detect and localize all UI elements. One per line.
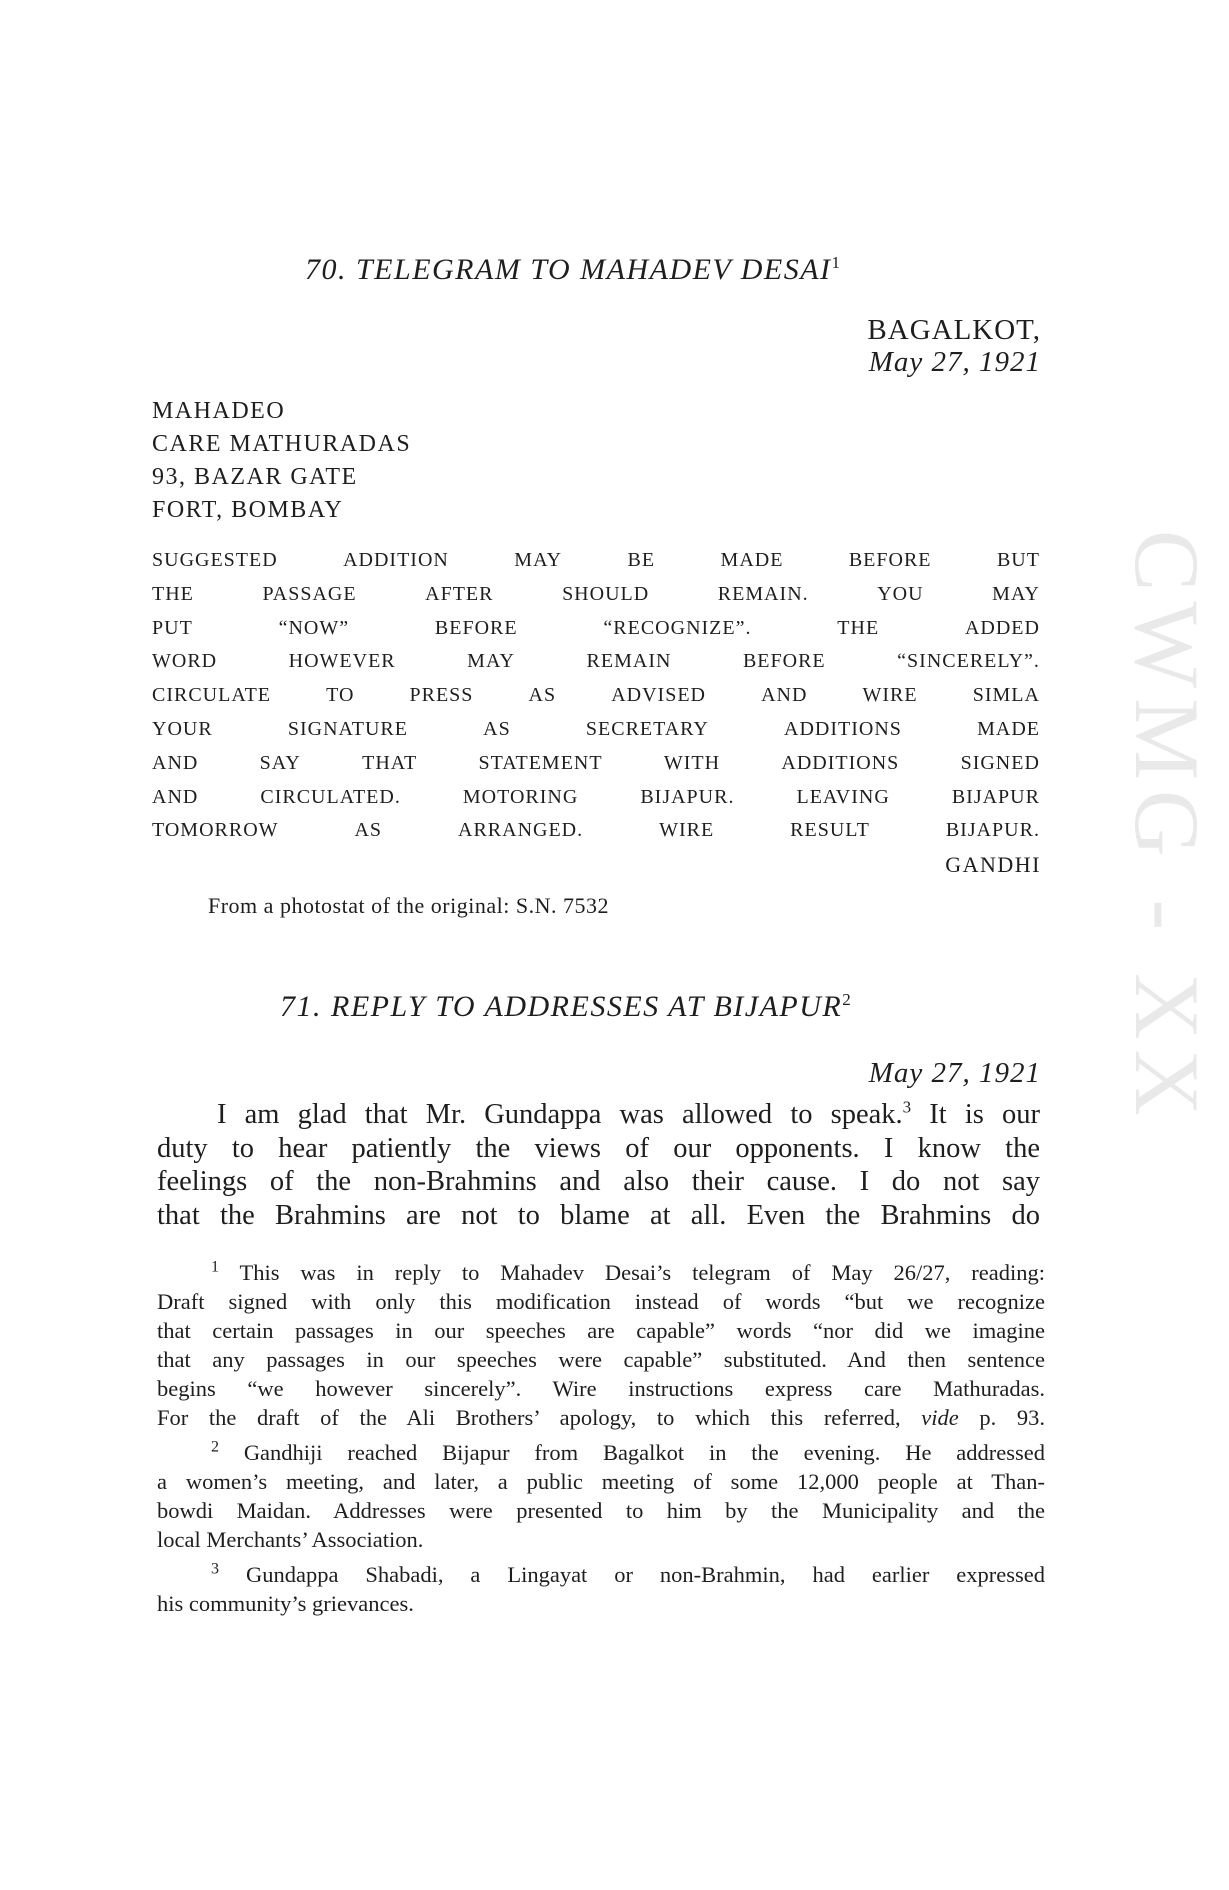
- telegram-word: REMAIN.: [717, 582, 809, 605]
- telegram-word: THAT: [362, 751, 418, 774]
- footnote-ref-3[interactable]: 3: [902, 1097, 912, 1117]
- reply-date: May 27, 1921: [868, 1057, 1041, 1089]
- footnote-line: that certain passages in our speeches are capable” words “nor did we imagine: [157, 1318, 1045, 1343]
- telegram-word: BEFORE: [848, 549, 932, 571]
- telegram-word: BEFORE: [434, 616, 518, 639]
- telegram-word: ARRANGED.: [458, 819, 584, 842]
- telegram-word: BUT: [996, 549, 1040, 571]
- address-line: FORT, BOMBAY: [152, 497, 344, 523]
- telegram-word: SIMLA: [972, 684, 1040, 707]
- telegram-date: May 27, 1921: [868, 346, 1041, 378]
- telegram-word: MADE: [977, 717, 1040, 740]
- address-line: CARE MATHURADAS: [152, 431, 412, 457]
- telegram-word: MAY: [992, 582, 1040, 605]
- telegram-heading-text: 70. TELEGRAM TO MAHADEV DESAI: [305, 253, 832, 286]
- reply-heading-text: 71. REPLY TO ADDRESSES AT BIJAPUR: [280, 990, 843, 1023]
- telegram-word: WORD: [152, 650, 218, 673]
- telegram-word: WIRE: [659, 819, 715, 842]
- footnote-line: begins “we however sincerely”. Wire instructions express care Mathuradas.: [157, 1376, 1045, 1401]
- telegram-line: [152, 747, 1040, 781]
- telegram-word: ADDITIONS: [781, 751, 900, 774]
- address-line: MAHADEO: [152, 398, 286, 424]
- telegram-line: [152, 713, 1040, 747]
- telegram-word: WIRE: [862, 684, 918, 707]
- telegram-word: PASSAGE: [262, 582, 357, 605]
- telegram-word: SAY: [259, 751, 301, 774]
- body-line: I am glad that Mr. Gundappa was allowed to speak.$^3$ It is our: [217, 1097, 1040, 1130]
- telegram-word: MAY: [514, 549, 563, 571]
- footnote-3: [157, 1560, 1045, 1618]
- footnote-ref-1[interactable]: 1: [831, 253, 842, 272]
- footnote-line: local Merchants’ Association.: [157, 1527, 424, 1552]
- footnote-2: [157, 1438, 1045, 1554]
- telegram-word: BIJAPUR.: [640, 785, 735, 808]
- telegram-word: ADVISED: [611, 684, 706, 707]
- telegram-word: PUT: [152, 616, 193, 639]
- telegram-signature: GANDHI: [945, 852, 1041, 877]
- telegram-place: BAGALKOT,: [867, 314, 1041, 346]
- telegram-word: SIGNED: [960, 751, 1040, 774]
- telegram-line: [152, 645, 1040, 679]
- telegram-word: “SINCERELY”.: [897, 650, 1040, 673]
- telegram-word: CIRCULATED.: [260, 785, 401, 808]
- telegram-word: SECRETARY: [585, 717, 709, 740]
- telegram-word: AS: [354, 819, 383, 842]
- reply-heading: [280, 990, 852, 1024]
- body-line: duty to hear patiently the views of our opponents. I know the: [157, 1132, 1040, 1164]
- telegram-word: ADDITIONS: [784, 717, 902, 740]
- telegram-word: REMAIN: [586, 650, 672, 673]
- footnote-line: bowdi Maidan. Addresses were presented to him by the Municipality and the: [157, 1498, 1045, 1523]
- telegram-address: [152, 395, 411, 527]
- footnotes: [157, 1258, 1045, 1618]
- telegram-word: AND: [152, 751, 199, 774]
- telegram-line: [152, 679, 1040, 713]
- telegram-word: AND: [761, 684, 808, 707]
- body-line: that the Brahmins are not to blame at all. Even the Brahmins do: [157, 1199, 1040, 1231]
- telegram-word: BIJAPUR: [951, 785, 1040, 808]
- footnote-line: For the draft of the Ali Brothers’ apology, to which this referred, vide p. 93.: [157, 1405, 1046, 1430]
- telegram-word: AS: [483, 717, 511, 740]
- footnote-mark: 2: [211, 1438, 219, 1456]
- telegram-word: HOWEVER: [288, 650, 396, 673]
- telegram-word: RESULT: [790, 819, 870, 842]
- footnote-mark: 3: [211, 1560, 219, 1578]
- telegram-word: PRESS: [409, 684, 474, 707]
- footnote-mark: 1: [211, 1258, 219, 1276]
- telegram-word: BE: [627, 549, 656, 571]
- telegram-line: [152, 544, 1040, 578]
- telegram-word: ADDITION: [343, 549, 449, 571]
- telegram-heading: [305, 253, 842, 287]
- body-line: feelings of the non-Brahmins and also their cause. I do not say: [157, 1166, 1040, 1197]
- telegram-word: ADDED: [964, 616, 1040, 639]
- telegram-word: CIRCULATE: [152, 684, 271, 707]
- telegram-word: YOU: [877, 582, 924, 605]
- telegram-word: WITH: [663, 751, 721, 774]
- address-line: 93, BAZAR GATE: [152, 464, 358, 490]
- telegram-word: STATEMENT: [478, 751, 603, 774]
- footnote-1: [157, 1258, 1045, 1432]
- telegram-body: [152, 544, 1040, 848]
- telegram-word: BIJAPUR.: [945, 819, 1040, 842]
- telegram-source: From a photostat of the original: S.N. 7532: [208, 893, 609, 918]
- telegram-word: AS: [528, 684, 557, 707]
- watermark: CWMG - XX: [1116, 530, 1218, 1126]
- telegram-word: BEFORE: [742, 650, 826, 673]
- telegram-word: THE: [152, 582, 194, 605]
- footnote-line: $^2$ Gandhiji reached Bijapur from Bagalkot in the evening. He addressed: [211, 1438, 1045, 1465]
- footnote-line: $^3$ Gundappa Shabadi, a Lingayat or non-Brahmin, had earlier expressed: [211, 1560, 1046, 1587]
- telegram-line: [152, 814, 1040, 848]
- telegram-line: [152, 612, 1040, 646]
- telegram-line: [152, 578, 1040, 612]
- footnote-ref-2[interactable]: 2: [842, 990, 853, 1009]
- telegram-word: SIGNATURE: [287, 717, 408, 740]
- footnote-line: $^1$ This was in reply to Mahadev Desai’s telegram of May 26/27, reading:: [211, 1258, 1046, 1285]
- telegram-word: “NOW”: [278, 616, 350, 639]
- telegram-word: MADE: [720, 549, 784, 571]
- telegram-line: [152, 781, 1040, 815]
- telegram-word: LEAVING: [796, 785, 890, 808]
- telegram-word: “RECOGNIZE”.: [603, 616, 752, 639]
- telegram-word: TO: [326, 684, 355, 707]
- telegram-word: MAY: [467, 650, 515, 673]
- footnote-line: that any passages in our speeches were capable” substituted. And then sentence: [157, 1347, 1045, 1372]
- telegram-word: SUGGESTED: [152, 549, 278, 571]
- telegram-word: SHOULD: [562, 582, 650, 605]
- footnote-line: a women’s meeting, and later, a public meeting of some 12,000 people at Than-: [157, 1469, 1045, 1494]
- telegram-word: MOTORING: [462, 785, 579, 808]
- telegram-word: YOUR: [152, 717, 213, 740]
- telegram-word: THE: [837, 616, 880, 639]
- telegram-word: AND: [152, 785, 199, 808]
- telegram-word: TOMORROW: [152, 819, 279, 842]
- reply-body: [157, 1098, 1040, 1232]
- footnote-line: Draft signed with only this modification instead of words “but we recognize: [157, 1289, 1045, 1314]
- telegram-word: AFTER: [425, 582, 494, 605]
- footnote-line: his community’s grievances.: [157, 1591, 414, 1616]
